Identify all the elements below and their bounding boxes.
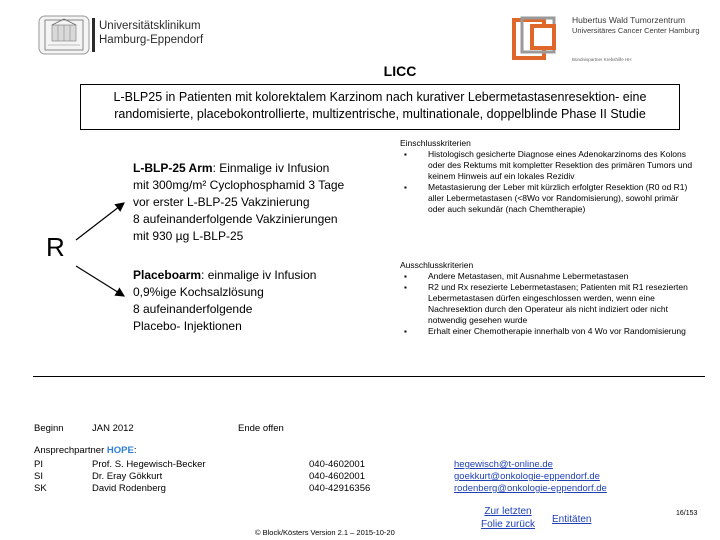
contact-heading (34, 445, 136, 456)
uke-seal-icon (38, 15, 90, 55)
contact-name: David Rodenberg (92, 483, 166, 494)
contact-email-link[interactable]: goekkurt@onkologie-eppendorf.de (454, 471, 600, 482)
contact-name: Prof. S. Hegewisch-Becker (92, 459, 206, 470)
exclusion-criteria (400, 260, 696, 337)
footer-version: © Block/Kösters Version 2.1 – 2015-10-20 (255, 528, 395, 537)
treatment-arm-line: mit 930 µg L-BLP-25 (133, 229, 244, 243)
contact-name: Dr. Eray Gökkurt (92, 471, 163, 482)
contact-label: Ansprechpartner (34, 445, 107, 456)
divider-line (33, 376, 705, 377)
treatment-arm-text: : Einmalige iv Infusion (212, 161, 330, 175)
placebo-arm-line: 8 aufeinanderfolgende (133, 302, 253, 316)
randomization-label: R (46, 232, 65, 262)
contact-email-link[interactable]: hegewisch@t-online.de (454, 459, 553, 470)
page-title: LICC (383, 63, 417, 79)
ende-text: Ende offen (238, 423, 284, 434)
contact-phone: 040-4602001 (309, 471, 365, 482)
nav-back-line2: Folie zurück (481, 519, 535, 530)
beginn-label: Beginn (34, 423, 64, 434)
treatment-arm-name: L-BLP-25 Arm (133, 161, 213, 175)
inclusion-criteria (400, 138, 696, 215)
contact-role: SK (34, 483, 47, 494)
exclusion-item: ▪ R2 und Rx resezierte Lebermetastasen; Patienten mit R1 resezierten Lebermetastasen dürfen eingeschlossen werden, wenn eine Nachresektion durch den Operateur als nicht indiziert oder nicht notwendig gesehen wurde (400, 282, 696, 326)
uke-logo (38, 15, 208, 55)
uke-name-line1: Universitätsklinikum (99, 20, 201, 32)
inclusion-heading: Einschlusskriterien (400, 138, 471, 148)
arrow-to-treatment-arm (76, 203, 124, 240)
hw-partner-text: Bündnispartner Krebshilfe HH (572, 57, 632, 62)
nav-back-link[interactable] (472, 505, 544, 531)
exclusion-heading: Ausschlusskriterien (400, 260, 474, 270)
exclusion-item: ▪ Andere Metastasen, mit Ausnahme Lebermetastasen (400, 271, 696, 282)
nav-back-line1: Zur letzten (484, 506, 532, 517)
contact-email-link[interactable]: rodenberg@onkologie-eppendorf.de (454, 483, 607, 494)
treatment-arm-line: vor erster L-BLP-25 Vakzinierung (133, 195, 310, 209)
hw-emblem-icon (510, 16, 568, 60)
contact-phone: 040-42916356 (309, 483, 371, 494)
treatment-arm (133, 160, 393, 245)
treatment-arm-line: 8 aufeinanderfolgende Vakzinierungen (133, 212, 338, 226)
contact-role: PI (34, 459, 43, 470)
arrow-to-placebo-arm (76, 266, 124, 296)
treatment-arm-line: mit 300mg/m² Cyclophosphamid 3 Tage (133, 178, 345, 192)
inclusion-item: ▪ Histologisch gesicherte Diagnose eines Adenokarzinoms des Kolons oder des Rektums mit kompletter Resektion des primären Tumors und keinem Hinweis auf ein lokales Rezidiv (400, 149, 696, 182)
study-subtitle-box (80, 84, 680, 130)
contact-colon: : (133, 445, 137, 456)
placebo-arm-name: Placeboarm (133, 268, 202, 282)
inclusion-item: ▪ Metastasierung der Leber mit kürzlich erfolgter Resektion (R0 od R1) aller Lebermetastasen (<8Wo vor Randomisierung), sowohl primär oder auch sekundär (nach Chemtherapie) (400, 182, 696, 215)
page-number: 16/153 (676, 510, 698, 517)
hw-name-line1: Hubertus Wald Tumorzentrum (572, 15, 686, 25)
uke-name-line2: Hamburg-Eppendorf (99, 34, 204, 46)
placebo-arm-line: Placebo- Injektionen (133, 319, 242, 333)
hw-logo (510, 12, 700, 64)
study-subtitle-line2: randomisierte, placebokontrollierte, multizentrische, multinationale, doppelblinde Phase II Studie (114, 107, 646, 121)
contact-role: SI (34, 471, 43, 482)
hw-name-line2: Universitäres Cancer Center Hamburg (572, 26, 700, 35)
placebo-arm (133, 267, 393, 335)
beginn-value: JAN 2012 (92, 423, 134, 434)
placebo-arm-line: 0,9%ige Kochsalzlösung (133, 285, 264, 299)
contact-phone: 040-4602001 (309, 459, 365, 470)
study-name: HOPE (106, 445, 134, 456)
placebo-arm-text: : einmalige iv Infusion (201, 268, 317, 282)
randomization-arrows (70, 190, 130, 310)
study-subtitle-line1: L-BLP25 in Patienten mit kolorektalem Karzinom nach kurativer Lebermetastasenresektion- eine (113, 90, 647, 104)
nav-entities-link[interactable]: Entitäten (552, 514, 592, 525)
exclusion-item: ▪ Erhalt einer Chemotherapie innerhalb von 4 Wo vor Randomisierung (400, 326, 696, 337)
